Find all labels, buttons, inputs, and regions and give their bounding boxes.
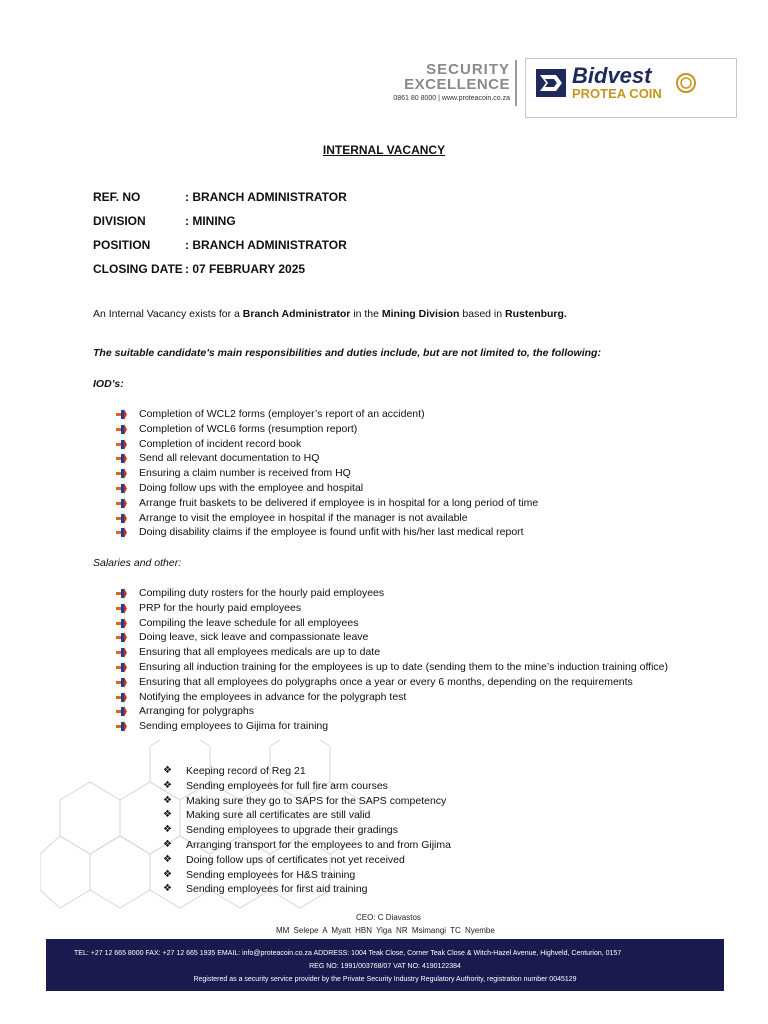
ref-value: : BRANCH ADMINISTRATOR	[185, 190, 347, 204]
sublist-item-text: Arranging transport for the employees to and from Gijima	[186, 838, 451, 851]
footer-registration-line: REG NO: 1991/003768/07 VAT NO: 4190122384	[309, 963, 461, 970]
arrow-bullet-icon	[116, 588, 127, 599]
list-item-text: Compiling duty rosters for the hourly paid employees	[139, 587, 385, 599]
intro-location: Rustenburg.	[505, 308, 567, 320]
list-item-text: Arrange to visit the employee in hospital if the manager is not available	[139, 511, 468, 524]
list-item-text: Arranging for polygraphs	[139, 705, 254, 718]
list-item	[116, 466, 538, 481]
ref-label: CLOSING DATE	[93, 262, 183, 276]
list-item	[116, 511, 538, 526]
list-item-text: Notifying the employees in advance for the polygraph test	[139, 690, 407, 703]
security-excellence-logo	[378, 62, 510, 102]
sublist-item-text: Making sure all certificates are still valid	[186, 809, 371, 822]
footer-psira-line: Registered as a security service provider by the Private Security Industry Regulatory Authority, registration number 0045129	[193, 976, 577, 983]
diamond-bullet-icon: ❖	[163, 883, 172, 895]
list-item-text: Doing leave, sick leave and compassionate leave	[139, 631, 369, 644]
security-line2: EXCELLENCE	[404, 76, 510, 93]
list-item	[116, 645, 676, 660]
arrow-bullet-icon	[116, 692, 127, 703]
list-item	[116, 704, 676, 719]
sublist-item-text: Sending employees to upgrade their gradings	[186, 824, 398, 837]
diamond-bullet-icon: ❖	[163, 809, 172, 821]
brand-subtitle: PROTEA COIN	[572, 86, 662, 101]
salaries-list	[116, 586, 676, 734]
bidvest-logo-box	[525, 58, 737, 118]
list-item-text: PRP for the hourly paid employees	[139, 601, 302, 614]
intro-text: An Internal Vacancy exists for a	[93, 308, 243, 320]
sublist-item	[163, 838, 451, 853]
sublist-item	[163, 823, 451, 838]
list-item	[116, 690, 676, 705]
list-item-text: Arrange fruit baskets to be delivered if employee is in hospital for a long period of time	[139, 496, 539, 509]
list-item-text: Ensuring all induction training for the employees is up to date (sending them to the mine’s induction training office)	[139, 660, 669, 673]
list-item-text: Ensuring that all employees medicals are up to date	[139, 646, 381, 659]
salaries-heading: Salaries and other:	[93, 557, 182, 569]
diamond-bullet-icon: ❖	[163, 765, 172, 776]
sublist-item-text: Sending employees for first aid training	[186, 883, 368, 896]
iods-list	[116, 407, 538, 540]
intro-text: in the	[350, 308, 382, 320]
diamond-bullet-icon: ❖	[163, 824, 172, 836]
arrow-bullet-icon	[116, 468, 127, 479]
footer-bar	[46, 939, 724, 991]
sublist-item-text: Doing follow ups of certificates not yet received	[186, 853, 405, 866]
security-line1: SECURITY	[426, 61, 510, 78]
sublist-item-text: Keeping record of Reg 21	[186, 765, 306, 777]
list-item-text: Completion of incident record book	[139, 437, 302, 450]
diamond-bullet-icon: ❖	[163, 868, 172, 880]
list-item-text: Completion of WCL2 forms (employer’s report of an accident)	[139, 408, 425, 420]
list-item	[116, 525, 538, 540]
gijima-sublist	[163, 764, 451, 897]
intro-text: based in	[459, 308, 506, 320]
list-item	[116, 481, 538, 496]
ref-row	[93, 190, 347, 214]
list-item	[116, 437, 538, 452]
list-item	[116, 407, 538, 422]
ceo-name: CEO: C Diavastos	[356, 913, 421, 922]
arrow-bullet-icon	[116, 453, 127, 464]
sublist-item	[163, 794, 451, 809]
intro-position: Branch Administrator	[242, 308, 351, 320]
list-item	[116, 586, 676, 601]
sublist-item	[163, 853, 451, 868]
arrow-bullet-icon	[116, 409, 127, 420]
arrow-bullet-icon	[116, 439, 127, 450]
arrow-bullet-icon	[116, 498, 127, 509]
responsibilities-heading: The suitable candidate’s main responsibilities and duties include, but are not limited to, the following:	[93, 347, 601, 359]
list-item	[116, 601, 676, 616]
list-item-text: Sending employees to Gijima for training	[139, 720, 329, 733]
list-item	[116, 719, 676, 734]
coin-seal-icon	[676, 73, 696, 93]
arrow-bullet-icon	[116, 632, 127, 643]
ref-row	[93, 214, 347, 238]
list-item	[116, 451, 538, 466]
arrow-bullet-icon	[116, 603, 127, 614]
arrow-bullet-icon	[116, 706, 127, 717]
bidvest-mark-icon	[536, 69, 566, 97]
arrow-bullet-icon	[116, 527, 127, 538]
arrow-bullet-icon	[116, 662, 127, 673]
list-item	[116, 496, 538, 511]
list-item-text: Ensuring a claim number is received from HQ	[139, 467, 351, 480]
sublist-item-text: Sending employees for H&S training	[186, 868, 356, 881]
list-item	[116, 616, 676, 631]
list-item	[116, 660, 676, 675]
arrow-bullet-icon	[116, 721, 127, 732]
sublist-item	[163, 764, 451, 779]
ref-label: POSITION	[93, 238, 151, 252]
arrow-bullet-icon	[116, 618, 127, 629]
page-title: INTERNAL VACANCY	[322, 143, 446, 157]
ref-label: DIVISION	[93, 214, 146, 228]
diamond-bullet-icon: ❖	[163, 794, 172, 806]
ref-label: REF. NO	[93, 190, 141, 204]
sublist-item	[163, 868, 451, 883]
list-item-text: Doing follow ups with the employee and hospital	[139, 481, 364, 494]
list-item-text: Ensuring that all employees do polygraphs once a year or every 6 months, depending on the requirements	[139, 675, 633, 688]
footer-contact-line: TEL: +27 12 665 8000 FAX: +27 12 665 1935 EMAIL: info@proteacoin.co.za ADDRESS: 1004 Teak Close, Corner Teak Close & Witch-Hazel Avenue, Highveld, Centurion, 0157	[74, 950, 622, 957]
ref-value: : BRANCH ADMINISTRATOR	[185, 238, 347, 252]
sublist-item-text: Sending employees for full fire arm courses	[186, 779, 388, 792]
list-item-text: Compiling the leave schedule for all employees	[139, 616, 359, 629]
list-item	[116, 422, 538, 437]
iods-heading: IOD’s:	[93, 378, 124, 390]
arrow-bullet-icon	[116, 677, 127, 688]
list-item	[116, 630, 676, 645]
director-names: MM Selepe A Myatt HBN Yiga NR Msimangi TC Nyembe	[276, 926, 495, 935]
intro-division: Mining Division	[381, 308, 460, 320]
diamond-bullet-icon: ❖	[163, 779, 172, 791]
diamond-bullet-icon: ❖	[163, 853, 172, 865]
ref-row	[93, 262, 347, 286]
list-item-text: Completion of WCL6 forms (resumption report)	[139, 422, 358, 435]
list-item	[116, 675, 676, 690]
list-item-text: Send all relevant documentation to HQ	[139, 452, 320, 465]
logo-divider	[515, 60, 517, 106]
sublist-item	[163, 882, 451, 897]
security-contact: 0861 80 8000 | www.proteacoin.co.za	[393, 95, 510, 102]
brand-name: Bidvest	[572, 63, 652, 88]
diamond-bullet-icon: ❖	[163, 838, 172, 850]
sublist-item-text: Making sure they go to SAPS for the SAPS competency	[186, 794, 447, 807]
sublist-item	[163, 779, 451, 794]
reference-table	[93, 190, 347, 286]
intro-paragraph	[93, 308, 567, 320]
ref-row	[93, 238, 347, 262]
ref-value: : 07 FEBRUARY 2025	[185, 262, 306, 276]
sublist-item	[163, 808, 451, 823]
list-item-text: Doing disability claims if the employee is found unfit with his/her last medical report	[139, 526, 524, 539]
ref-value: : MINING	[185, 214, 236, 228]
arrow-bullet-icon	[116, 513, 127, 524]
arrow-bullet-icon	[116, 483, 127, 494]
arrow-bullet-icon	[116, 424, 127, 435]
arrow-bullet-icon	[116, 647, 127, 658]
